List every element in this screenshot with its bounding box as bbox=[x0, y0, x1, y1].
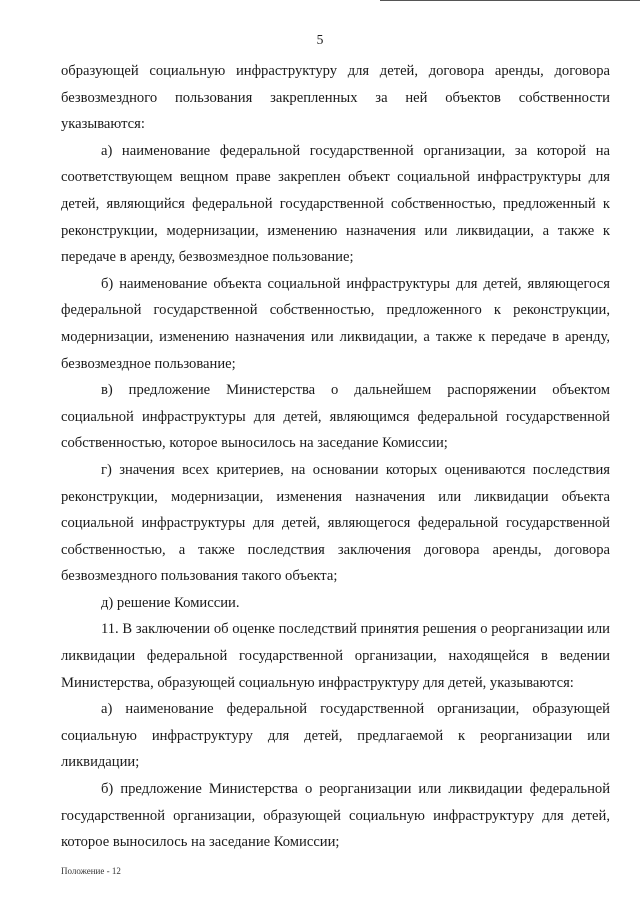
paragraph-intro: образующей социальную инфраструктуру для детей, договора аренды, договора безвозмездного пользования закрепленных за ней объектов собственности указываются: bbox=[61, 63, 610, 133]
document-body bbox=[61, 58, 610, 856]
top-rule bbox=[380, 0, 640, 1]
paragraph-item-b: б) наименование объекта социальной инфраструктуры для детей, являющегося федеральной государственной собственностью, предложенного к реконструкции, модернизации, изменению назначения или ликвидации, а также к передаче в аренду, безвозмездное пользование; bbox=[61, 275, 610, 372]
paragraph-section-11-item-a: а) наименование федеральной государственной организации, образующей социальную инфраструктуру для детей, предлагаемой к реорганизации или ликвидации; bbox=[61, 701, 610, 771]
paragraph-item-v: в) предложение Министерства о дальнейшем распоряжении объектом социальной инфраструктуры для детей, являющимся федеральной государственной собственностью, которое выносилось на заседание Комиссии; bbox=[61, 382, 610, 452]
paragraph-section-11: 11. В заключении об оценке последствий принятия решения о реорганизации или ликвидации федеральной государственной организации, находящейся в ведении Министерства, образующей социальную инфраструктуру для детей, указываются: bbox=[61, 621, 610, 691]
paragraph-section-11-item-b: б) предложение Министерства о реорганизации или ликвидации федеральной государственной организации, образующей социальную инфраструктуру для детей, которое выносилось на заседание Комиссии; bbox=[61, 781, 610, 851]
paragraph-item-d: д) решение Комиссии. bbox=[101, 594, 240, 611]
page-number: 5 bbox=[316, 32, 324, 47]
footer-label: Положение - 12 bbox=[61, 866, 121, 876]
paragraph-item-a: а) наименование федеральной государственной организации, за которой на соответствующем вещном праве закреплен объект социальной инфраструктуры для детей, являющийся федеральной государственной собственностью, предложенный к реконструкции, модернизации, изменению назначения или ликвидации, а также к передаче в аренду, безвозмездное пользование; bbox=[61, 142, 610, 266]
paragraph-item-g: г) значения всех критериев, на основании которых оцениваются последствия реконструкции, модернизации, изменения назначения или ликвидации объекта социальной инфраструктуры для детей, являющегося федеральной государственной собственностью, а также последствия заключения договора аренды, договора безвозмездного пользования такого объекта; bbox=[61, 461, 610, 585]
